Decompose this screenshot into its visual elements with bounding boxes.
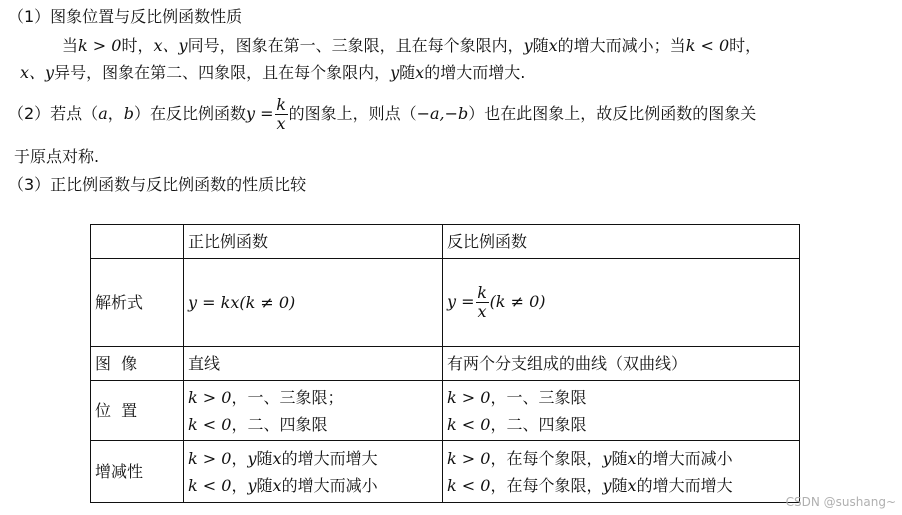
text: ，在每个象限， [490,475,603,495]
math: x [627,475,637,495]
text: ，一、三象限； [231,387,344,407]
math: b [123,104,134,123]
math: x [272,475,282,495]
text: 当 [62,36,79,55]
math: k < 0 [447,414,491,434]
table-row [91,259,800,347]
math: k > 0 [78,36,122,55]
fraction [476,284,489,321]
table-row [91,347,800,381]
math: k < 0 [685,36,730,55]
text: 的增大而减小 [636,448,733,468]
math: y [602,475,612,495]
text: ，二、四象限 [231,414,328,434]
math: (k ≠ 0) [489,292,546,311]
cell-line [447,472,795,499]
row-label: 增减性 [91,441,184,503]
text: 的增大而增大. [424,63,526,82]
math: y = [447,292,475,311]
table-row [91,441,800,503]
row-label: 解析式 [91,259,184,347]
math: y [247,475,257,495]
math: k > 0 [447,387,491,407]
math: y [390,63,400,82]
text: 随 [611,448,628,468]
math: x、y [153,36,188,55]
section1-title: （1）图象位置与反比例函数性质 [8,7,243,26]
table-cell [184,441,443,503]
text: 同号，图象在第一、三象限，且在每个象限内， [187,36,524,55]
text: 异号，图象在第二、四象限，且在每个象限内， [54,63,391,82]
math: k < 0 [188,475,232,495]
section3-title: （3）正比例函数与反比例函数的性质比较 [8,175,307,194]
text: 随 [611,475,628,495]
table-cell [443,259,800,347]
math: x [272,448,282,468]
table-cell: 直线 [184,347,443,381]
math: k > 0 [188,387,232,407]
header-cell: 反比例函数 [443,225,800,259]
math: y = kx(k ≠ 0) [188,293,296,312]
text: 时， [121,36,154,55]
numerator: k [276,95,286,114]
text: 时， [729,36,762,55]
math: x [415,63,425,82]
fraction [275,96,288,133]
text: ， [231,475,248,495]
text: ， [107,104,124,123]
header-cell: 正比例函数 [184,225,443,259]
text: ， [231,448,248,468]
text: 的增大而增大 [636,475,733,495]
section1-line2 [20,62,525,84]
text: ）也在此图象上，故反比例函数的图象关 [468,104,757,123]
text: 随 [532,36,549,55]
section2-line1 [8,92,756,136]
text: ）在反比例函数 [134,104,247,123]
math: k < 0 [447,475,491,495]
row-label: 图 像 [91,347,184,381]
section1-line1 [62,35,761,57]
table-cell [443,441,800,503]
section2-line2: 于原点对称. [14,147,100,166]
table-cell [184,259,443,347]
text: 的增大而增大 [281,448,378,468]
math: −a,−b [416,104,469,123]
math: x、y [20,63,55,82]
text: ，在每个象限， [490,448,603,468]
math: a [98,104,108,123]
cell-line [188,384,438,411]
cell-line [447,445,795,472]
numerator: k [477,283,487,302]
cell-line [188,472,438,499]
math: k > 0 [188,448,232,468]
text: 随 [399,63,416,82]
cell-line [188,411,438,438]
text: 随 [256,448,273,468]
text: 的增大而减小；当 [557,36,686,55]
watermark: CSDN @sushang~ [785,495,896,509]
math: x [548,36,558,55]
header-cell [91,225,184,259]
table-cell [184,381,443,441]
text: ，一、三象限 [490,387,587,407]
text: ，二、四象限 [490,414,587,434]
denominator: x [276,114,286,133]
row-label: 位 置 [91,381,184,441]
table-row [91,381,800,441]
math: y [523,36,533,55]
table-row [91,225,800,259]
table-cell: 有两个分支组成的曲线（双曲线） [443,347,800,381]
text: 的图象上，则点（ [288,104,417,123]
table-cell [443,381,800,441]
comparison-table [90,224,800,503]
text: 的增大而减小 [281,475,378,495]
math: x [627,448,637,468]
cell-line [447,411,795,438]
denominator: x [477,302,487,321]
math: y = [246,104,274,123]
math: y [247,448,257,468]
math: k > 0 [447,448,491,468]
text: 随 [256,475,273,495]
text: （2）若点（ [8,104,99,123]
math: k < 0 [188,414,232,434]
cell-line [188,445,438,472]
cell-line [447,384,795,411]
math: y [602,448,612,468]
